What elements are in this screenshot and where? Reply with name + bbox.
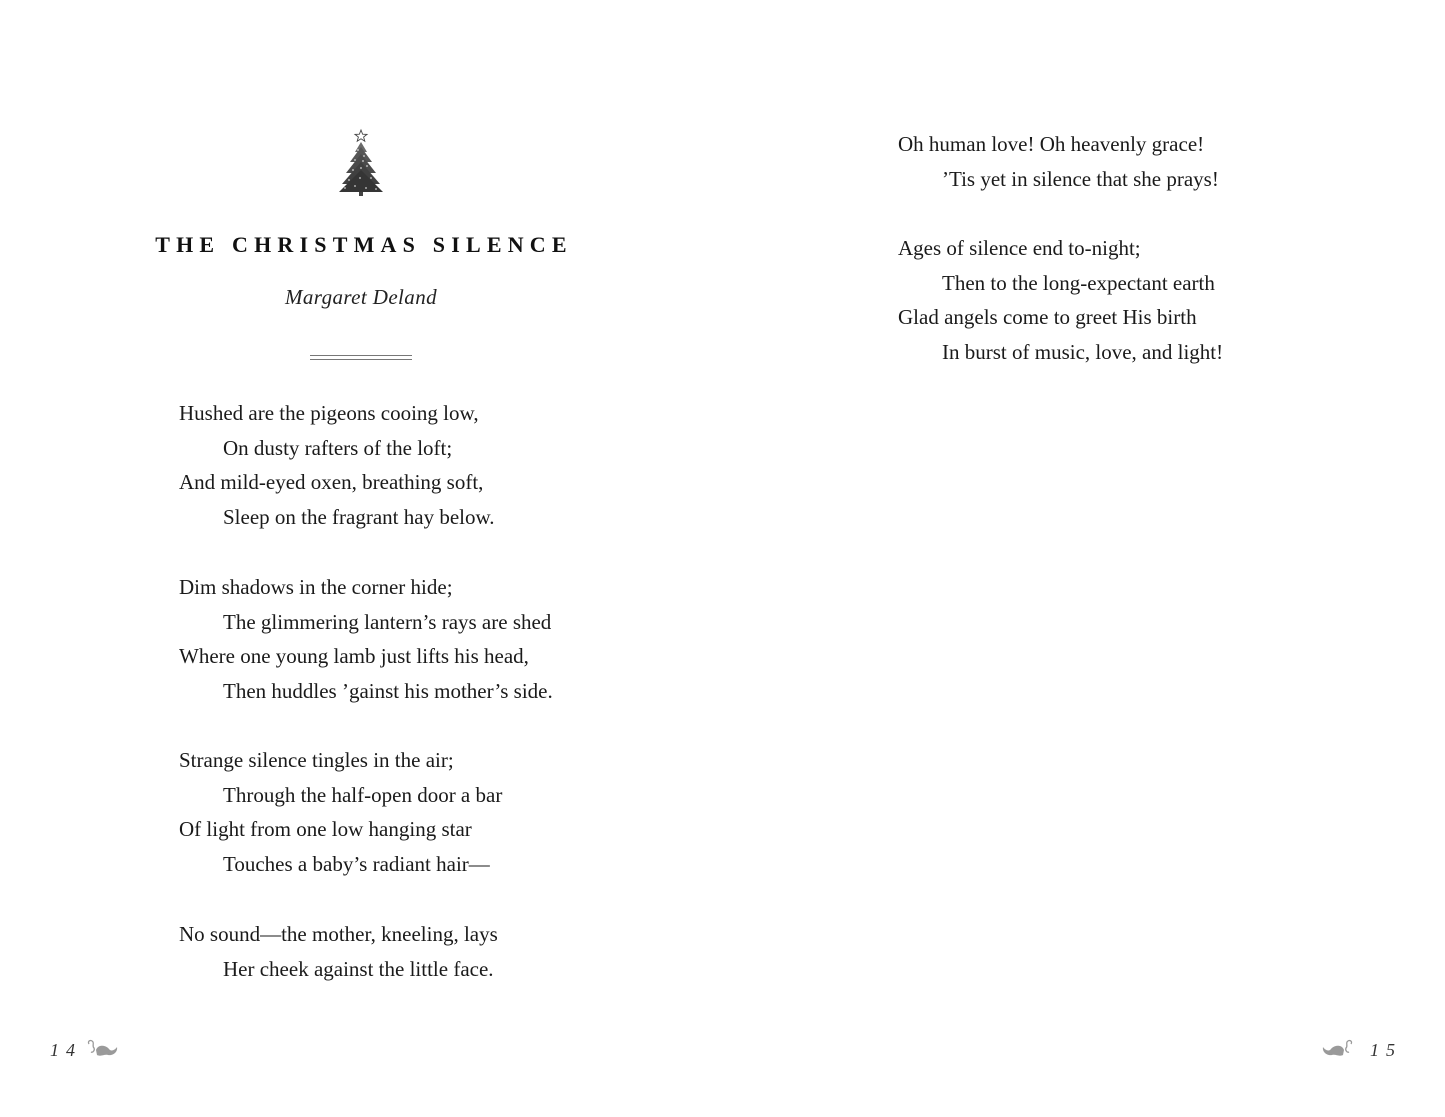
poem-title: THE CHRISTMAS SILENCE [155,232,573,257]
page-number-left: 14 [50,1040,82,1060]
double-rule-divider [310,355,412,360]
poem-line: ’Tis yet in silence that she prays! [942,166,1219,191]
stanza-4 [179,917,498,986]
poem-line: And mild-eyed oxen, breathing soft, [179,470,484,495]
poem-line: Touches a baby’s radiant hair— [223,852,490,877]
stanza-1 [179,396,495,535]
poem-line: Where one young lamb just lifts his head, [179,644,529,669]
poem-line: No sound—the mother, kneeling, lays [179,922,498,946]
poem-line: Through the half-open door a bar [223,782,503,807]
poem-line: Glad angels come to greet His birth [898,305,1197,330]
poem-author: Margaret Deland [284,285,437,309]
christmas-tree-icon [333,128,389,198]
stanza-3 [179,743,502,882]
poem-line: Sleep on the fragrant hay below. [223,505,495,530]
poem-line: Her cheek against the little face. [223,956,494,981]
poem-line: Hushed are the pigeons cooing low, [179,401,479,425]
fleuron-icon [86,1038,120,1062]
page-number-right: 15 [1370,1040,1402,1060]
poem-line: Ages of silence end to-night; [898,236,1141,260]
poem-line: Of light from one low hanging star [179,817,472,842]
poem-line: Strange silence tingles in the air; [179,748,454,772]
poem-line: Dim shadows in the corner hide; [179,575,453,599]
poem-line: On dusty rafters of the loft; [223,435,453,460]
poem-line: Then huddles ’gainst his mother’s side. [223,679,553,704]
poem-line: Then to the long-expectant earth [942,270,1215,295]
poem-line: The glimmering lantern’s rays are shed [223,609,552,634]
stanza-6 [898,231,1223,370]
poem-line: In burst of music, love, and light! [942,340,1224,365]
stanza-2 [179,570,553,709]
fleuron-icon [1320,1038,1354,1062]
stanza-5 [898,127,1219,196]
poem-line: Oh human love! Oh heavenly grace! [898,132,1205,156]
right-page [722,0,1445,1117]
left-page [0,0,722,1117]
